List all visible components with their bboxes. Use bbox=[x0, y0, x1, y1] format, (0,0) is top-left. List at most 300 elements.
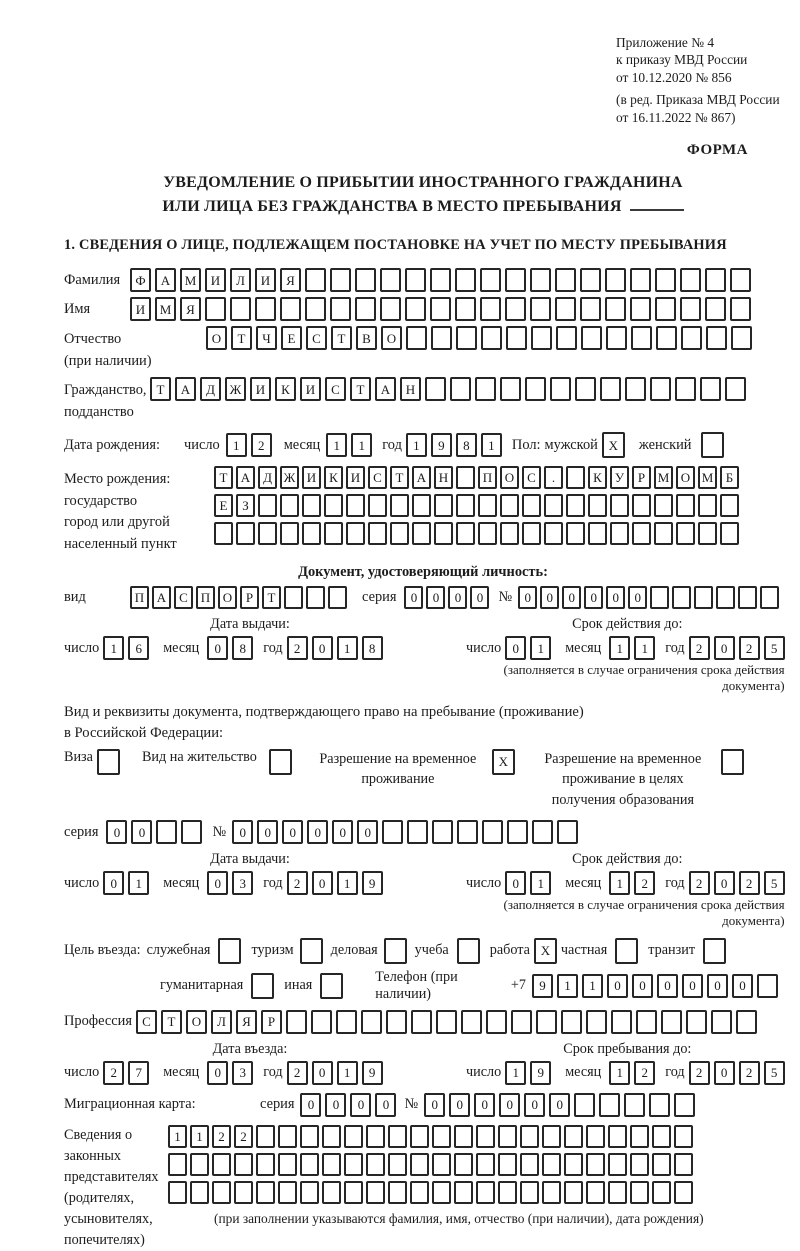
cell-box[interactable]: 8 bbox=[362, 636, 383, 660]
residence-issue-day[interactable] bbox=[103, 871, 153, 895]
cell-box[interactable] bbox=[278, 1181, 297, 1204]
identity-issue-day[interactable] bbox=[103, 636, 153, 660]
surname-cells[interactable] bbox=[130, 268, 755, 292]
cell-box[interactable]: Р bbox=[261, 1010, 282, 1034]
cell-box[interactable]: 0 bbox=[312, 1061, 333, 1085]
cell-box[interactable] bbox=[498, 1153, 517, 1176]
cell-box[interactable] bbox=[280, 522, 299, 545]
cell-box[interactable]: 2 bbox=[739, 871, 760, 895]
cell-box[interactable] bbox=[500, 522, 519, 545]
cell-box[interactable]: 0 bbox=[106, 820, 127, 844]
cell-box[interactable] bbox=[328, 586, 347, 609]
cell-box[interactable] bbox=[431, 326, 452, 350]
cell-box[interactable]: 2 bbox=[103, 1061, 124, 1085]
residence-series-cells[interactable] bbox=[106, 820, 206, 844]
cell-box[interactable] bbox=[632, 522, 651, 545]
cell-box[interactable]: 0 bbox=[562, 586, 581, 609]
cell-box[interactable] bbox=[608, 1125, 627, 1148]
cell-box[interactable] bbox=[661, 1010, 682, 1034]
cell-box[interactable] bbox=[390, 522, 409, 545]
cell-box[interactable]: 2 bbox=[739, 636, 760, 660]
cell-box[interactable]: 0 bbox=[499, 1093, 520, 1117]
cell-box[interactable] bbox=[410, 1181, 429, 1204]
edu-permit-checkbox[interactable] bbox=[721, 749, 748, 775]
cell-box[interactable] bbox=[720, 494, 739, 517]
cell-box[interactable] bbox=[456, 522, 475, 545]
cell-box[interactable] bbox=[686, 1010, 707, 1034]
cell-box[interactable] bbox=[366, 1125, 385, 1148]
cell-box[interactable]: 0 bbox=[540, 586, 559, 609]
cell-box[interactable]: 0 bbox=[375, 1093, 396, 1117]
cell-box[interactable] bbox=[366, 1181, 385, 1204]
cell-box[interactable] bbox=[586, 1010, 607, 1034]
cell-box[interactable]: 1 bbox=[337, 1061, 358, 1085]
cell-box[interactable]: Л bbox=[230, 268, 251, 292]
cell-box[interactable] bbox=[655, 268, 676, 292]
cell-box[interactable]: 8 bbox=[456, 433, 477, 457]
cell-box[interactable] bbox=[681, 326, 702, 350]
cell-box[interactable] bbox=[412, 494, 431, 517]
cell-box[interactable] bbox=[520, 1125, 539, 1148]
cell-box[interactable]: 0 bbox=[707, 974, 728, 998]
cell-box[interactable] bbox=[384, 938, 407, 964]
cell-box[interactable] bbox=[705, 268, 726, 292]
cell-box[interactable] bbox=[611, 1010, 632, 1034]
cell-box[interactable] bbox=[324, 494, 343, 517]
stay-month-cells[interactable] bbox=[609, 1061, 659, 1085]
cell-box[interactable] bbox=[720, 522, 739, 545]
cell-box[interactable] bbox=[566, 522, 585, 545]
cell-box[interactable] bbox=[652, 1125, 671, 1148]
cell-box[interactable] bbox=[730, 297, 751, 321]
cell-box[interactable]: 9 bbox=[532, 974, 553, 998]
cell-box[interactable] bbox=[505, 268, 526, 292]
cell-box[interactable]: Я bbox=[180, 297, 201, 321]
stay-day-cells[interactable] bbox=[505, 1061, 555, 1085]
private-checkbox[interactable] bbox=[615, 938, 642, 964]
patronymic-cells[interactable] bbox=[206, 326, 756, 350]
cell-box[interactable] bbox=[615, 938, 638, 964]
cell-box[interactable] bbox=[706, 326, 727, 350]
cell-box[interactable] bbox=[218, 938, 241, 964]
cell-box[interactable] bbox=[311, 1010, 332, 1034]
cell-box[interactable]: 1 bbox=[505, 1061, 526, 1085]
cell-box[interactable]: 1 bbox=[190, 1125, 209, 1148]
cell-box[interactable] bbox=[711, 1010, 732, 1034]
cell-box[interactable] bbox=[255, 297, 276, 321]
cell-box[interactable]: 0 bbox=[632, 974, 653, 998]
cell-box[interactable] bbox=[701, 432, 724, 458]
cell-box[interactable]: 1 bbox=[609, 1061, 630, 1085]
cell-box[interactable] bbox=[586, 1181, 605, 1204]
cell-box[interactable]: 2 bbox=[634, 1061, 655, 1085]
cell-box[interactable] bbox=[286, 1010, 307, 1034]
cell-box[interactable] bbox=[322, 1181, 341, 1204]
cell-box[interactable]: О bbox=[676, 466, 695, 489]
cell-box[interactable]: 9 bbox=[431, 433, 452, 457]
cell-box[interactable]: 0 bbox=[207, 871, 228, 895]
cell-box[interactable] bbox=[631, 326, 652, 350]
cell-box[interactable]: Т bbox=[231, 326, 252, 350]
cell-box[interactable] bbox=[680, 268, 701, 292]
cell-box[interactable]: 1 bbox=[326, 433, 347, 457]
cell-box[interactable]: 0 bbox=[325, 1093, 346, 1117]
cell-box[interactable]: 1 bbox=[337, 636, 358, 660]
cell-box[interactable]: 0 bbox=[449, 1093, 470, 1117]
cell-box[interactable]: М bbox=[698, 466, 717, 489]
cell-box[interactable]: 0 bbox=[207, 636, 228, 660]
cell-box[interactable] bbox=[542, 1153, 561, 1176]
cell-box[interactable]: Н bbox=[434, 466, 453, 489]
cell-box[interactable] bbox=[698, 494, 717, 517]
cell-box[interactable] bbox=[544, 522, 563, 545]
cell-box[interactable] bbox=[486, 1010, 507, 1034]
cell-box[interactable]: 2 bbox=[634, 871, 655, 895]
cell-box[interactable] bbox=[520, 1181, 539, 1204]
cell-box[interactable] bbox=[256, 1125, 275, 1148]
cell-box[interactable]: К bbox=[324, 466, 343, 489]
residence-valid-month[interactable] bbox=[609, 871, 659, 895]
identity-valid-day[interactable] bbox=[505, 636, 555, 660]
representatives-cells-row3[interactable] bbox=[168, 1181, 696, 1204]
cell-box[interactable]: 1 bbox=[103, 636, 124, 660]
cell-box[interactable]: 1 bbox=[168, 1125, 187, 1148]
humanitarian-checkbox[interactable] bbox=[251, 973, 278, 999]
cell-box[interactable] bbox=[630, 1153, 649, 1176]
cell-box[interactable] bbox=[500, 494, 519, 517]
cell-box[interactable] bbox=[600, 377, 621, 401]
cell-box[interactable] bbox=[322, 1125, 341, 1148]
cell-box[interactable]: Т bbox=[214, 466, 233, 489]
cell-box[interactable]: 1 bbox=[351, 433, 372, 457]
official-checkbox[interactable] bbox=[218, 938, 245, 964]
cell-box[interactable] bbox=[322, 1153, 341, 1176]
cell-box[interactable]: 0 bbox=[505, 871, 526, 895]
cell-box[interactable]: И bbox=[250, 377, 271, 401]
cell-box[interactable] bbox=[205, 297, 226, 321]
cell-box[interactable]: П bbox=[130, 586, 149, 609]
cell-box[interactable]: А bbox=[152, 586, 171, 609]
representatives-cells-row1[interactable] bbox=[168, 1125, 696, 1148]
cell-box[interactable] bbox=[588, 522, 607, 545]
cell-box[interactable] bbox=[455, 268, 476, 292]
phone-cells[interactable] bbox=[532, 974, 782, 998]
cell-box[interactable] bbox=[284, 586, 303, 609]
cell-box[interactable] bbox=[481, 326, 502, 350]
cell-box[interactable]: Р bbox=[632, 466, 651, 489]
cell-box[interactable] bbox=[454, 1153, 473, 1176]
cell-box[interactable] bbox=[630, 1125, 649, 1148]
cell-box[interactable] bbox=[256, 1181, 275, 1204]
doc-number-cells[interactable] bbox=[518, 586, 782, 609]
cell-box[interactable] bbox=[434, 494, 453, 517]
cell-box[interactable] bbox=[476, 1153, 495, 1176]
cell-box[interactable]: . bbox=[544, 466, 563, 489]
cell-box[interactable] bbox=[561, 1010, 582, 1034]
entry-month-cells[interactable] bbox=[207, 1061, 257, 1085]
cell-box[interactable] bbox=[234, 1153, 253, 1176]
cell-box[interactable]: О bbox=[500, 466, 519, 489]
cell-box[interactable]: X bbox=[534, 938, 557, 964]
cell-box[interactable] bbox=[278, 1153, 297, 1176]
cell-box[interactable] bbox=[330, 297, 351, 321]
cell-box[interactable] bbox=[574, 1093, 595, 1117]
birth-year-cells[interactable] bbox=[406, 433, 506, 457]
cell-box[interactable] bbox=[457, 820, 478, 844]
cell-box[interactable] bbox=[542, 1181, 561, 1204]
cell-box[interactable]: Н bbox=[400, 377, 421, 401]
cell-box[interactable]: 0 bbox=[448, 586, 467, 609]
cell-box[interactable] bbox=[630, 1181, 649, 1204]
cell-box[interactable] bbox=[305, 268, 326, 292]
cell-box[interactable] bbox=[236, 522, 255, 545]
cell-box[interactable] bbox=[675, 377, 696, 401]
cell-box[interactable]: 0 bbox=[404, 586, 423, 609]
cell-box[interactable] bbox=[586, 1125, 605, 1148]
cell-box[interactable] bbox=[608, 1181, 627, 1204]
cell-box[interactable]: 0 bbox=[232, 820, 253, 844]
cell-box[interactable]: М bbox=[155, 297, 176, 321]
cell-box[interactable]: 0 bbox=[505, 636, 526, 660]
cell-box[interactable]: 0 bbox=[131, 820, 152, 844]
residence-valid-day[interactable] bbox=[505, 871, 555, 895]
cell-box[interactable]: О bbox=[218, 586, 237, 609]
cell-box[interactable]: К bbox=[275, 377, 296, 401]
cell-box[interactable] bbox=[324, 522, 343, 545]
cell-box[interactable]: Б bbox=[720, 466, 739, 489]
cell-box[interactable] bbox=[361, 1010, 382, 1034]
cell-box[interactable]: 0 bbox=[103, 871, 124, 895]
cell-box[interactable] bbox=[256, 1153, 275, 1176]
cell-box[interactable] bbox=[480, 297, 501, 321]
cell-box[interactable] bbox=[346, 522, 365, 545]
cell-box[interactable]: А bbox=[175, 377, 196, 401]
cell-box[interactable]: 0 bbox=[524, 1093, 545, 1117]
cell-box[interactable]: Т bbox=[390, 466, 409, 489]
cell-box[interactable]: Р bbox=[240, 586, 259, 609]
representatives-cells-row2[interactable] bbox=[168, 1153, 696, 1176]
cell-box[interactable] bbox=[212, 1181, 231, 1204]
residence-number-cells[interactable] bbox=[232, 820, 582, 844]
cell-box[interactable]: 0 bbox=[312, 636, 333, 660]
cell-box[interactable] bbox=[498, 1181, 517, 1204]
cell-box[interactable] bbox=[532, 820, 553, 844]
cell-box[interactable] bbox=[432, 1181, 451, 1204]
cell-box[interactable] bbox=[674, 1181, 693, 1204]
cell-box[interactable] bbox=[476, 1125, 495, 1148]
cell-box[interactable]: 2 bbox=[287, 871, 308, 895]
cell-box[interactable]: 0 bbox=[549, 1093, 570, 1117]
doc-series-cells[interactable] bbox=[404, 586, 492, 609]
cell-box[interactable] bbox=[425, 377, 446, 401]
cell-box[interactable] bbox=[674, 1125, 693, 1148]
mc-number-cells[interactable] bbox=[424, 1093, 699, 1117]
cell-box[interactable] bbox=[214, 522, 233, 545]
cell-box[interactable]: 0 bbox=[714, 636, 735, 660]
cell-box[interactable] bbox=[716, 586, 735, 609]
cell-box[interactable] bbox=[258, 494, 277, 517]
cell-box[interactable]: С bbox=[368, 466, 387, 489]
cell-box[interactable]: 0 bbox=[357, 820, 378, 844]
cell-box[interactable]: 1 bbox=[582, 974, 603, 998]
cell-box[interactable] bbox=[411, 1010, 432, 1034]
cell-box[interactable] bbox=[212, 1153, 231, 1176]
cell-box[interactable]: 0 bbox=[657, 974, 678, 998]
cell-box[interactable] bbox=[575, 377, 596, 401]
cell-box[interactable] bbox=[386, 1010, 407, 1034]
cell-box[interactable]: 2 bbox=[287, 1061, 308, 1085]
cell-box[interactable]: 2 bbox=[212, 1125, 231, 1148]
female-checkbox[interactable] bbox=[701, 432, 728, 458]
cell-box[interactable] bbox=[478, 494, 497, 517]
cell-box[interactable] bbox=[536, 1010, 557, 1034]
cell-box[interactable]: Я bbox=[280, 268, 301, 292]
cell-box[interactable]: О bbox=[381, 326, 402, 350]
profession-cells[interactable] bbox=[136, 1010, 761, 1034]
cell-box[interactable]: П bbox=[478, 466, 497, 489]
cell-box[interactable]: 0 bbox=[628, 586, 647, 609]
cell-box[interactable] bbox=[410, 1125, 429, 1148]
cell-box[interactable]: З bbox=[236, 494, 255, 517]
cell-box[interactable] bbox=[302, 494, 321, 517]
cell-box[interactable] bbox=[500, 377, 521, 401]
identity-issue-year[interactable] bbox=[287, 636, 387, 660]
cell-box[interactable] bbox=[520, 1153, 539, 1176]
cell-box[interactable] bbox=[432, 820, 453, 844]
cell-box[interactable]: 0 bbox=[332, 820, 353, 844]
cell-box[interactable] bbox=[258, 522, 277, 545]
cell-box[interactable] bbox=[190, 1153, 209, 1176]
cell-box[interactable] bbox=[355, 297, 376, 321]
cell-box[interactable]: Т bbox=[350, 377, 371, 401]
cell-box[interactable] bbox=[760, 586, 779, 609]
cell-box[interactable]: М bbox=[180, 268, 201, 292]
cell-box[interactable] bbox=[269, 749, 292, 775]
birth-day-cells[interactable] bbox=[226, 433, 276, 457]
cell-box[interactable]: Е bbox=[281, 326, 302, 350]
cell-box[interactable]: О bbox=[206, 326, 227, 350]
cell-box[interactable]: 1 bbox=[530, 871, 551, 895]
cell-box[interactable]: 5 bbox=[764, 1061, 785, 1085]
cell-box[interactable] bbox=[606, 326, 627, 350]
cell-box[interactable]: 1 bbox=[530, 636, 551, 660]
cell-box[interactable] bbox=[330, 268, 351, 292]
name-cells[interactable] bbox=[130, 297, 755, 321]
cell-box[interactable]: Л bbox=[211, 1010, 232, 1034]
cell-box[interactable] bbox=[730, 268, 751, 292]
cell-box[interactable] bbox=[757, 974, 778, 998]
cell-box[interactable] bbox=[652, 1181, 671, 1204]
cell-box[interactable] bbox=[280, 297, 301, 321]
other-checkbox[interactable] bbox=[320, 973, 347, 999]
cell-box[interactable] bbox=[581, 326, 602, 350]
cell-box[interactable]: У bbox=[610, 466, 629, 489]
cell-box[interactable]: С bbox=[136, 1010, 157, 1034]
cell-box[interactable]: А bbox=[375, 377, 396, 401]
cell-box[interactable] bbox=[366, 1153, 385, 1176]
transit-checkbox[interactable] bbox=[703, 938, 730, 964]
cell-box[interactable] bbox=[278, 1125, 297, 1148]
cell-box[interactable] bbox=[305, 297, 326, 321]
cell-box[interactable] bbox=[605, 268, 626, 292]
cell-box[interactable] bbox=[336, 1010, 357, 1034]
cell-box[interactable] bbox=[434, 522, 453, 545]
cell-box[interactable]: 0 bbox=[714, 871, 735, 895]
cell-box[interactable]: 0 bbox=[207, 1061, 228, 1085]
cell-box[interactable]: 0 bbox=[257, 820, 278, 844]
cell-box[interactable]: Ч bbox=[256, 326, 277, 350]
cell-box[interactable] bbox=[280, 494, 299, 517]
cell-box[interactable]: 9 bbox=[362, 871, 383, 895]
cell-box[interactable]: 9 bbox=[530, 1061, 551, 1085]
cell-box[interactable] bbox=[700, 377, 721, 401]
cell-box[interactable] bbox=[505, 297, 526, 321]
cell-box[interactable]: 0 bbox=[312, 871, 333, 895]
cell-box[interactable] bbox=[674, 1153, 693, 1176]
mc-series-cells[interactable] bbox=[300, 1093, 400, 1117]
cell-box[interactable] bbox=[564, 1181, 583, 1204]
cell-box[interactable] bbox=[344, 1153, 363, 1176]
entry-day-cells[interactable] bbox=[103, 1061, 153, 1085]
cell-box[interactable] bbox=[168, 1153, 187, 1176]
cell-box[interactable] bbox=[556, 326, 577, 350]
cell-box[interactable] bbox=[586, 1153, 605, 1176]
cell-box[interactable] bbox=[456, 494, 475, 517]
cell-box[interactable]: 5 bbox=[764, 871, 785, 895]
cell-box[interactable] bbox=[380, 297, 401, 321]
cell-box[interactable] bbox=[705, 297, 726, 321]
cell-box[interactable] bbox=[382, 820, 403, 844]
cell-box[interactable]: 0 bbox=[518, 586, 537, 609]
identity-issue-month[interactable] bbox=[207, 636, 257, 660]
cell-box[interactable] bbox=[672, 586, 691, 609]
cell-box[interactable] bbox=[461, 1010, 482, 1034]
cell-box[interactable]: М bbox=[654, 466, 673, 489]
work-checkbox[interactable] bbox=[534, 938, 561, 964]
cell-box[interactable] bbox=[530, 297, 551, 321]
cell-box[interactable] bbox=[654, 494, 673, 517]
cell-box[interactable]: 1 bbox=[406, 433, 427, 457]
cell-box[interactable]: 0 bbox=[732, 974, 753, 998]
cell-box[interactable]: И bbox=[130, 297, 151, 321]
cell-box[interactable]: И bbox=[205, 268, 226, 292]
cell-box[interactable]: 0 bbox=[607, 974, 628, 998]
cell-box[interactable] bbox=[555, 297, 576, 321]
cell-box[interactable] bbox=[656, 326, 677, 350]
cell-box[interactable]: 2 bbox=[287, 636, 308, 660]
birth-month-cells[interactable] bbox=[326, 433, 376, 457]
cell-box[interactable] bbox=[476, 1181, 495, 1204]
cell-box[interactable] bbox=[650, 586, 669, 609]
cell-box[interactable]: 1 bbox=[609, 636, 630, 660]
cell-box[interactable] bbox=[168, 1181, 187, 1204]
cell-box[interactable] bbox=[530, 268, 551, 292]
cell-box[interactable] bbox=[738, 586, 757, 609]
doc-kind-cells[interactable] bbox=[130, 586, 350, 609]
cell-box[interactable] bbox=[674, 1093, 695, 1117]
cell-box[interactable] bbox=[355, 268, 376, 292]
cell-box[interactable]: И bbox=[346, 466, 365, 489]
cell-box[interactable]: Т bbox=[331, 326, 352, 350]
cell-box[interactable]: 2 bbox=[251, 433, 272, 457]
cell-box[interactable] bbox=[97, 749, 120, 775]
cell-box[interactable]: 0 bbox=[350, 1093, 371, 1117]
cell-box[interactable] bbox=[300, 1125, 319, 1148]
cell-box[interactable] bbox=[454, 1181, 473, 1204]
cell-box[interactable]: 0 bbox=[426, 586, 445, 609]
birth-place-cells-row3[interactable] bbox=[214, 522, 742, 545]
cell-box[interactable]: 5 bbox=[764, 636, 785, 660]
